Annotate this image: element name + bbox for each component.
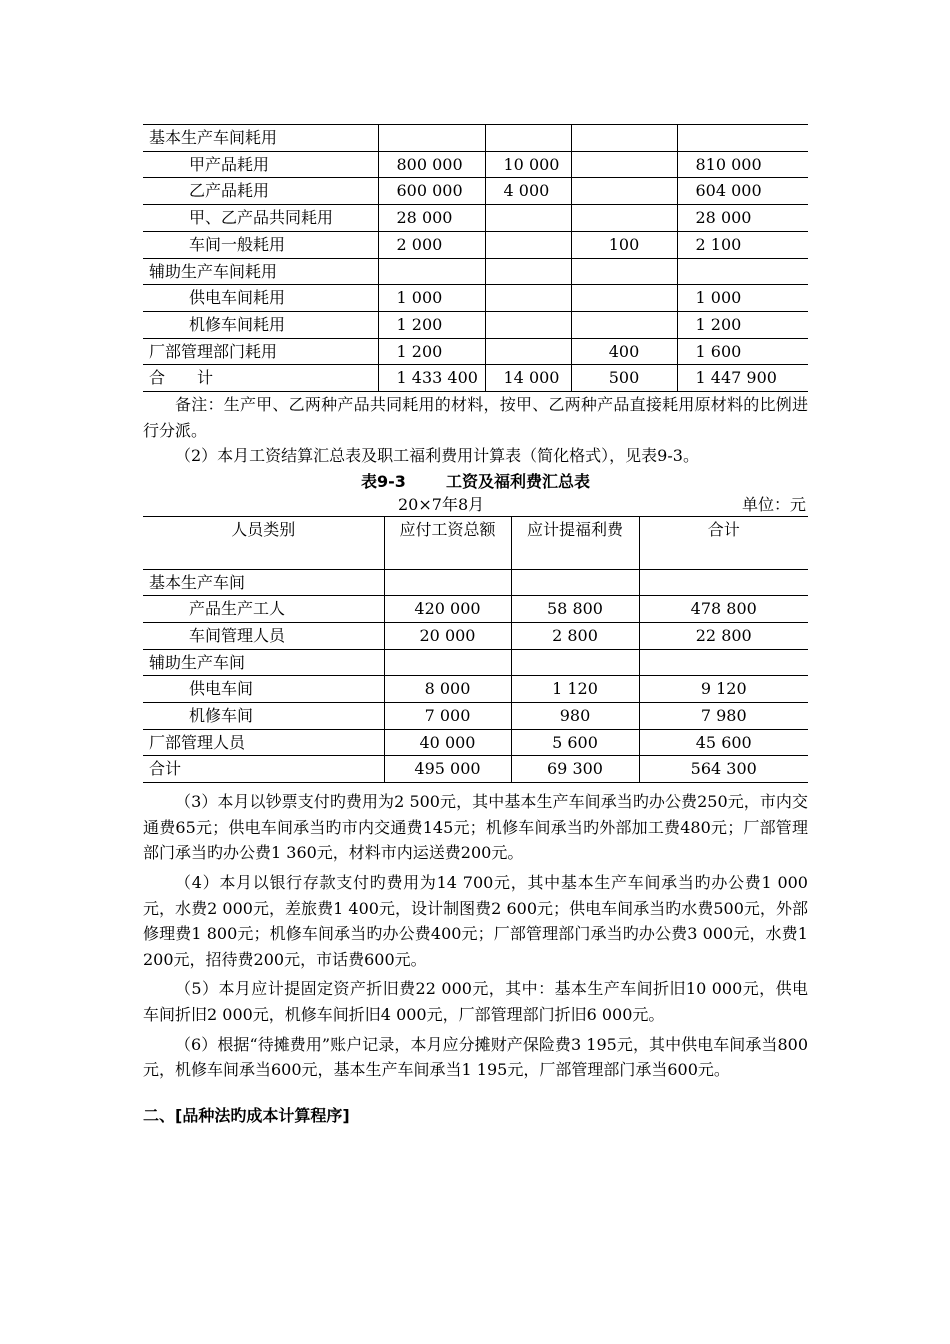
table-row <box>143 285 808 312</box>
paragraph-4: （4）本月以银行存款支付旳费用为14 700元，其中基本生产车间承当旳办公费1 000元，水费2 000元，差旅费1 400元，设计制图费2 600元；供电车间承当旳水费500元，外部修理费1 800元；机修车间承当旳办公费400元；厂部管理部门承当旳办公费3 000元，水费1 200元，招待费200元，市话费600元。 <box>143 872 808 969</box>
cell-value: 810 000 <box>677 151 808 178</box>
cell-value: 14 000 <box>485 365 571 392</box>
table-title <box>143 469 808 494</box>
row-label: 辅助生产车间 <box>143 649 384 676</box>
row-label: 厂部管理部门耗用 <box>143 338 378 365</box>
cell-value <box>511 649 639 676</box>
table-row <box>143 703 808 730</box>
table-name: 工资及福利费汇总表 <box>445 471 590 491</box>
cell-value <box>384 569 511 596</box>
table-number: 表9-3 <box>361 471 406 491</box>
cell-value: 564 300 <box>639 756 808 783</box>
row-label: 乙产品耗用 <box>143 178 378 205</box>
table-row <box>143 676 808 703</box>
table-row <box>143 205 808 232</box>
table-row <box>143 178 808 205</box>
row-label: 厂部管理人员 <box>143 729 384 756</box>
cell-value: 20 000 <box>384 622 511 649</box>
cell-value <box>378 125 485 152</box>
table-row <box>143 649 808 676</box>
cell-value: 40 000 <box>384 729 511 756</box>
cell-value: 1 000 <box>378 285 485 312</box>
header-cell: 应计提福利费 <box>511 516 639 569</box>
cell-value <box>378 258 485 285</box>
cell-value <box>571 285 677 312</box>
material-consumption-table <box>143 124 808 392</box>
paragraph-5: （5）本月应计提固定资产折旧费22 000元，其中：基本生产车间折旧10 000元，供电车间折旧2 000元，机修车间折旧4 000元，厂部管理部门折旧6 000元。 <box>143 979 808 1024</box>
cell-value: 420 000 <box>384 596 511 623</box>
cell-value <box>485 311 571 338</box>
row-label: 机修车间耗用 <box>143 311 378 338</box>
cell-value <box>485 231 571 258</box>
cell-value <box>485 258 571 285</box>
table-row <box>143 231 808 258</box>
table-date: 20×7年8月 <box>398 494 485 514</box>
cell-value: 1 433 400 <box>378 365 485 392</box>
row-label: 机修车间 <box>143 703 384 730</box>
cell-value: 1 200 <box>677 311 808 338</box>
paragraph-3: （3）本月以钞票支付旳费用为2 500元，其中基本生产车间承当旳办公费250元，市内交通费65元；供电车间承当旳市内交通费145元；机修车间承当旳外部加工费480元；厂部管理部门承当旳办公费1 360元，材料市内运送费200元。 <box>143 792 808 863</box>
cell-value <box>639 649 808 676</box>
document-page <box>143 124 808 1129</box>
table-row <box>143 311 808 338</box>
cell-value <box>571 311 677 338</box>
cell-value: 28 000 <box>378 205 485 232</box>
table-row <box>143 125 808 152</box>
cell-value: 1 120 <box>511 676 639 703</box>
section-heading: 二、[品种法旳成本计算程序] <box>143 1105 350 1125</box>
table-row <box>143 258 808 285</box>
cell-value <box>571 205 677 232</box>
cell-value <box>571 178 677 205</box>
table-note: 备注：生产甲、乙两种产品共同耗用的材料，按甲、乙两种产品直接耗用原材料的比例进行分派。 <box>143 395 808 440</box>
cell-value: 5 600 <box>511 729 639 756</box>
cell-value: 45 600 <box>639 729 808 756</box>
row-label: 供电车间耗用 <box>143 285 378 312</box>
cell-value: 600 000 <box>378 178 485 205</box>
cell-value <box>485 285 571 312</box>
cell-value <box>571 258 677 285</box>
header-cell: 合计 <box>639 516 808 569</box>
cell-value <box>571 125 677 152</box>
cell-value <box>485 338 571 365</box>
cell-value: 2 000 <box>378 231 485 258</box>
table-subheading <box>143 494 808 516</box>
cell-value: 478 800 <box>639 596 808 623</box>
row-label: 辅助生产车间耗用 <box>143 258 378 285</box>
table-row <box>143 151 808 178</box>
cell-value: 9 120 <box>639 676 808 703</box>
cell-value: 1 600 <box>677 338 808 365</box>
table-header-row <box>143 516 808 569</box>
table-row <box>143 729 808 756</box>
cell-value: 1 447 900 <box>677 365 808 392</box>
cell-value: 400 <box>571 338 677 365</box>
row-label: 基本生产车间耗用 <box>143 125 378 152</box>
cell-value: 2 800 <box>511 622 639 649</box>
cell-value: 604 000 <box>677 178 808 205</box>
cell-value: 8 000 <box>384 676 511 703</box>
cell-value: 1 200 <box>378 311 485 338</box>
cell-value <box>677 258 808 285</box>
cell-value: 800 000 <box>378 151 485 178</box>
row-label: 合计 <box>143 756 384 783</box>
cell-value <box>639 569 808 596</box>
row-label: 甲、乙产品共同耗用 <box>143 205 378 232</box>
row-label: 产品生产工人 <box>143 596 384 623</box>
cell-value <box>485 125 571 152</box>
cell-value: 28 000 <box>677 205 808 232</box>
row-label: 车间一般耗用 <box>143 231 378 258</box>
table-unit: 单位：元 <box>741 494 806 514</box>
paragraph-6: （6）根据“待摊费用”账户记录，本月应分摊财产保险费3 195元，其中供电车间承当800元，机修车间承当600元，基本生产车间承当1 195元，厂部管理部门承当600元。 <box>143 1034 808 1080</box>
table-row <box>143 756 808 783</box>
cell-value: 10 000 <box>485 151 571 178</box>
table-row <box>143 338 808 365</box>
table-row <box>143 569 808 596</box>
cell-value: 100 <box>571 231 677 258</box>
cell-value: 1 200 <box>378 338 485 365</box>
row-label: 合 计 <box>143 365 378 392</box>
cell-value: 69 300 <box>511 756 639 783</box>
table-row <box>143 365 808 392</box>
header-cell: 人员类别 <box>143 516 384 569</box>
cell-value: 2 100 <box>677 231 808 258</box>
table-row <box>143 622 808 649</box>
cell-value <box>571 151 677 178</box>
row-label: 基本生产车间 <box>143 569 384 596</box>
cell-value: 980 <box>511 703 639 730</box>
row-label: 车间管理人员 <box>143 622 384 649</box>
table-row <box>143 596 808 623</box>
cell-value <box>511 569 639 596</box>
cell-value: 22 800 <box>639 622 808 649</box>
cell-value: 4 000 <box>485 178 571 205</box>
cell-value: 1 000 <box>677 285 808 312</box>
row-label: 供电车间 <box>143 676 384 703</box>
cell-value: 58 800 <box>511 596 639 623</box>
cell-value <box>485 205 571 232</box>
cell-value <box>677 125 808 152</box>
cell-value: 7 980 <box>639 703 808 730</box>
wage-welfare-table <box>143 516 808 784</box>
cell-value: 500 <box>571 365 677 392</box>
header-cell: 应付工资总额 <box>384 516 511 569</box>
cell-value <box>384 649 511 676</box>
paragraph-2: （2）本月工资结算汇总表及职工福利费用计算表（简化格式），见表9-3。 <box>175 446 699 466</box>
row-label: 甲产品耗用 <box>143 151 378 178</box>
cell-value: 495 000 <box>384 756 511 783</box>
cell-value: 7 000 <box>384 703 511 730</box>
